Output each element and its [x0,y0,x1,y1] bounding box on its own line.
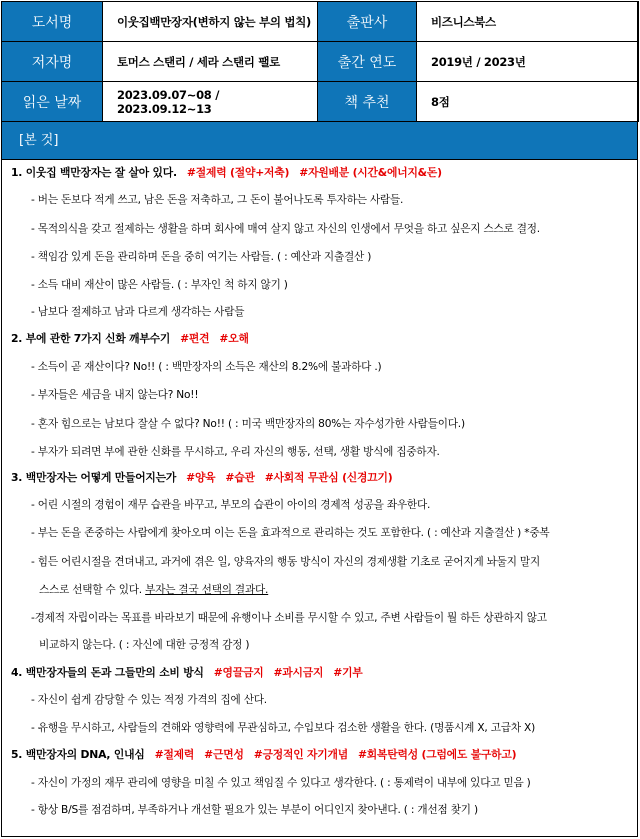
bullet: - 부는 돈을 존중하는 사람에게 찾아오며 이는 돈을 효과적으로 관리하는 것도 포함한다. ( : 예산과 지출결산 ) *중복 [31,527,550,539]
bullet: - 혼자 힘으로는 남보다 잘살 수 없다? No!! ( : 미국 백만장자의 80%는 자수성가한 사람들이다.) [31,418,465,430]
rec-label: 책 추천 [318,82,417,122]
tag: #과시금지 [273,666,324,679]
title-label: 도서명 [2,2,103,42]
bullet-continuation: 비교하지 않는다. ( : 자신에 대한 긍정적 감정 ) [39,639,250,651]
tag: #사회적 무관심 (신경끄기) [264,471,393,484]
bullet: - 자신이 쉽게 감당할 수 있는 적정 가격의 집에 산다. [31,694,267,706]
tag: #영끌금지 [213,666,264,679]
date-value: 2023.09.07~08 / 2023.09.12~13 [103,82,318,122]
rec-value: 8점 [417,82,639,122]
publisher-label: 출판사 [318,2,417,42]
tag: #편견 [180,332,210,345]
notes-header: [본 것] [1,121,638,160]
bullet: - 유행을 무시하고, 사람들의 견해와 영향력에 무관심하고, 수입보다 검소한 생활을 한다. (명품시계 X, 고급차 X) [31,722,536,734]
section-1-title: 1. 이웃집 백만장자는 잘 살아 있다. [11,166,177,179]
bullet: - 목적의식을 갖고 절제하는 생활을 하며 회사에 매여 살지 않고 자신의 인생에서 무엇을 하고 싶은지 스스로 결정. [31,223,540,235]
author-value: 토머스 스탠리 / 세라 스탠리 팰로 [103,42,318,82]
bullet: - 남보다 절제하고 남과 다르게 생각하는 사람들 [31,306,245,318]
tag: #습관 [225,471,255,484]
bullet: - 부자가 되려면 부에 관한 신화를 무시하고, 우리 자신의 행동, 선택, 생활 방식에 집중하자. [31,446,440,458]
title-value: 이웃집백만장자(변하지 않는 부의 법칙) [103,2,318,42]
tag: #절제력 [154,748,195,761]
date-label: 읽은 날짜 [2,82,103,122]
year-label: 출간 연도 [318,42,417,82]
bullet-text: 스스로 선택할 수 있다. [39,584,142,596]
publisher-value: 비즈니스북스 [417,2,639,42]
section-5-title: 5. 백만장자의 DNA, 인내심 [11,748,145,761]
section-5-heading [11,748,640,762]
bullet: - 힘든 어린시절을 견뎌내고, 과거에 겪은 일, 양육자의 행동 방식이 자신의 경제생활 기초로 굳어지게 놔둘지 말지 [31,556,540,568]
underlined-text: 부자는 결국 선택의 결과다. [145,584,269,596]
bullet: -경제적 자립이라는 목표를 바라보기 때문에 유행이나 소비를 무시할 수 있고, 주변 사람들이 뭘 하든 상관하지 않고 [31,612,547,624]
section-1-heading [11,166,640,180]
bullet: - 부자들은 세금을 내지 않는다? No!! [31,389,199,401]
tag: #회복탄력성 (그럼에도 불구하고) [357,748,517,761]
tag: #기부 [333,666,363,679]
section-4-title: 4. 백만장자들의 돈과 그들만의 소비 방식 [11,666,204,679]
tag: #자원배분 (시간&에너지&돈) [299,166,442,179]
section-3-heading [11,471,640,485]
bullet: - 소득이 곧 재산이다? No!! ( : 백만장자의 소득은 재산의 8.2%에 불과하다 .) [31,361,382,373]
tag: #절제력 (절약+저축) [186,166,290,179]
bullet: - 항상 B/S를 점검하며, 부족하거나 개선할 필요가 있는 부분이 어디인지 찾아낸다. ( : 개선점 찾기 ) [31,804,478,816]
bullet-continuation [39,583,640,597]
section-2-title: 2. 부에 관한 7가지 신화 깨부수기 [11,332,171,345]
bullet: - 버는 돈보다 적게 쓰고, 남은 돈을 저축하고, 그 돈이 불어나도록 투자하는 사람들. [31,194,404,206]
tag: #양육 [186,471,216,484]
section-4-heading [11,666,640,680]
section-2-heading [11,332,640,346]
bullet: - 어린 시절의 경험이 재무 습관을 바꾸고, 부모의 습관이 아이의 경제적 성공을 좌우한다. [31,499,431,511]
tag: #긍정적인 자기개념 [253,748,348,761]
bullet: - 자신이 가정의 재무 관리에 영향을 미칠 수 있고 책임질 수 있다고 생각한다. ( : 통제력이 내부에 있다고 믿음 ) [31,777,531,789]
bullet: - 책임감 있게 돈을 관리하며 돈을 중히 여기는 사람들. ( : 예산과 지출결산 ) [31,251,372,263]
section-3-title: 3. 백만장자는 어떻게 만들어지는가 [11,471,177,484]
author-label: 저자명 [2,42,103,82]
tag: #근면성 [204,748,244,761]
bullet: - 소득 대비 재산이 많은 사람들. ( : 부자인 척 하지 않기 ) [31,279,288,291]
tag: #오해 [219,332,249,345]
year-value: 2019년 / 2023년 [417,42,639,82]
